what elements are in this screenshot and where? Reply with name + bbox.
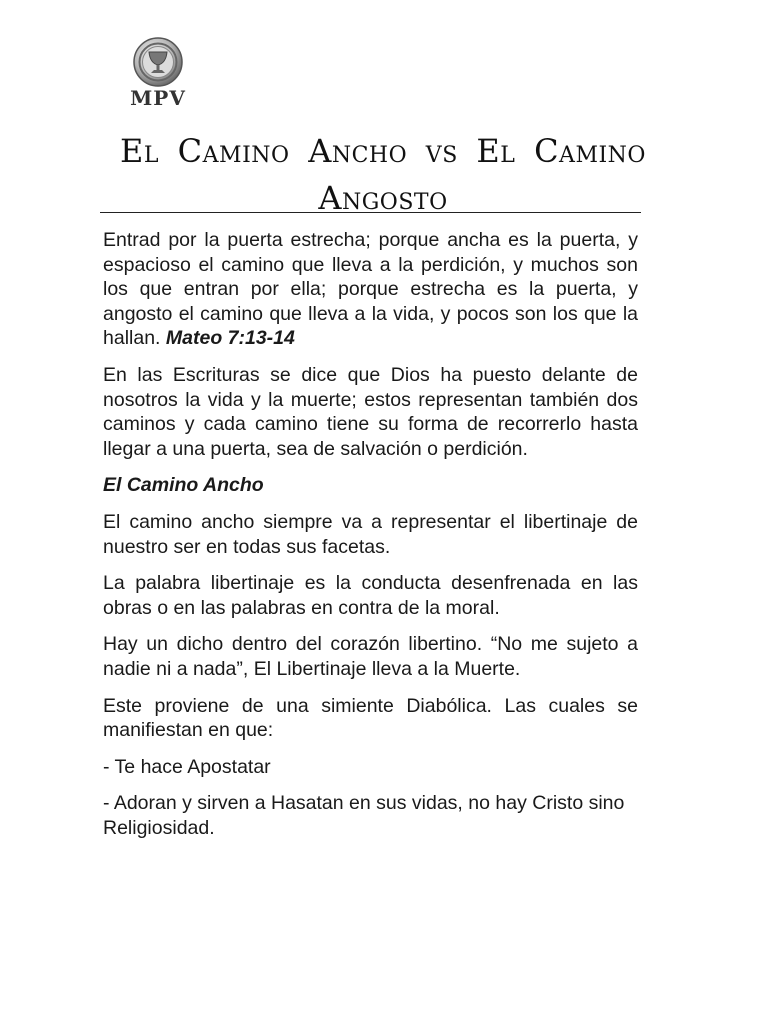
section-heading: El Camino Ancho bbox=[103, 474, 264, 497]
chalice-emblem-icon bbox=[118, 36, 198, 88]
paragraph-3: El camino ancho siempre va a representar el libertinaje de nuestro ser en todas sus facetas. bbox=[103, 510, 638, 558]
mpv-logo bbox=[118, 36, 198, 110]
intro-paragraph bbox=[103, 228, 638, 351]
list-item: - Adoran y sirven a Hasatan en sus vidas, no hay Cristo sino Religiosidad. bbox=[103, 792, 625, 839]
paragraph-2: En las Escrituras se dice que Dios ha puesto delante de nosotros la vida y la muerte; estos representan también dos caminos y cada camino tiene su forma de recorrerlo hasta llegar a una puerta, sea de salvación o perdición. bbox=[103, 363, 638, 460]
paragraph-4: La palabra libertinaje es la conducta desenfrenada en las obras o en las palabras en contra de la moral. bbox=[103, 572, 638, 619]
intro-text: Entrad por la puerta estrecha; porque ancha es la puerta, y espacioso el camino que lleva a la perdición, y muchos son los que entran por ella; porque estrecha es la puerta, y angosto el camino que lleva a la vida, y pocos son los que la hallan. bbox=[103, 229, 638, 350]
title-divider bbox=[100, 212, 641, 213]
logo-text: MPV bbox=[130, 86, 186, 110]
list-item: - Te hace Apostatar bbox=[103, 755, 271, 778]
scripture-reference: Mateo 7:13-14 bbox=[165, 327, 295, 350]
paragraph-6: Este proviene de una simiente Diabólica. Las cuales se manifiestan en que: bbox=[103, 694, 638, 742]
page-title: El Camino Ancho vs El Camino Angosto bbox=[120, 132, 646, 217]
paragraph-5: Hay un dicho dentro del corazón libertino. “No me sujeto a nadie ni a nada”, El Libertinaje lleva a la Muerte. bbox=[103, 633, 638, 680]
document-body bbox=[103, 228, 638, 852]
